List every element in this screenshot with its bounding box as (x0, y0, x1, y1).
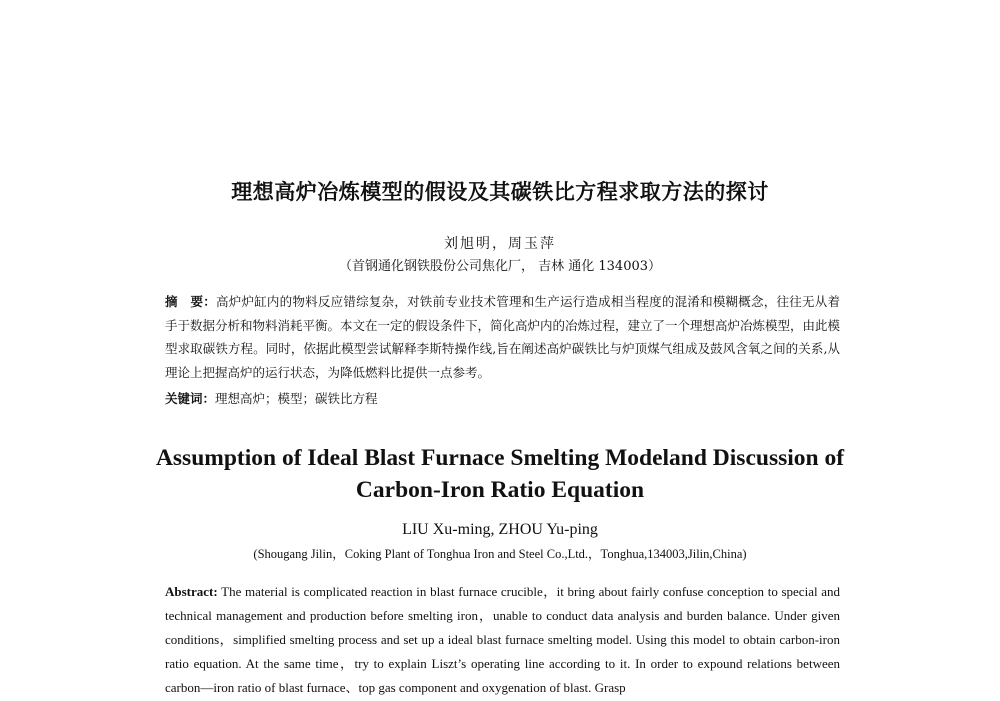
chinese-abstract-label: 摘 要： (165, 294, 216, 309)
chinese-keywords-label: 关键词： (165, 391, 216, 406)
chinese-abstract (165, 290, 840, 384)
chinese-title: 理想高炉冶炼模型的假设及其碳铁比方程求取方法的探讨 (231, 180, 769, 204)
english-title: Assumption of Ideal Blast Furnace Smelting Modeland Discussion of Carbon-Iron Ratio Equation (155, 445, 845, 503)
english-abstract-text: The material is complicated reaction in blast furnace crucible，it bring about fairly confuse conception to special and technical management and production before smelting iron，unable to conduct data analysis and burden balance. Under given conditions，simplified smelting process and set up a ideal blast furnace smelting model. Using this model to obtain carbon-iron ratio equation. At the same time，try to explain Liszt’s operating line according to it. In order to expound relations between carbon—iron ratio of blast furnace、top gas component and oxygenation of blast. Grasp (165, 584, 841, 695)
english-abstract (165, 580, 840, 700)
chinese-keywords (165, 387, 840, 411)
english-authors: LIU Xu-ming, ZHOU Yu-ping (402, 521, 598, 538)
chinese-keywords-text: 理想高炉；模型；碳铁比方程 (215, 391, 378, 406)
chinese-abstract-text: 高炉炉缸内的物料反应错综复杂，对铁前专业技术管理和生产运行造成相当程度的混淆和模糊概念，往往无从着手于数据分析和物料消耗平衡。本文在一定的假设条件下，简化高炉内的冶炼过程，建立了一个理想高炉冶炼模型，由此模型求取碳铁方程。同时，依据此模型尝试解释李斯特操作线,旨在阐述高炉碳铁比与炉顶煤气组成及鼓风含氧之间的关系,从理论上把握高炉的运行状态，为降低燃料比提供一点参考。 (165, 294, 841, 380)
english-affiliation: (Shougang Jilin，Coking Plant of Tonghua Iron and Steel Co.,Ltd.，Tonghua,134003,Jilin,China) (253, 547, 747, 561)
chinese-authors: 刘旭明，周玉萍 (444, 236, 556, 252)
english-abstract-label: Abstract: (165, 584, 218, 599)
chinese-affiliation: （首钢通化钢铁股份公司焦化厂， 吉林 通化 134003） (338, 259, 662, 274)
